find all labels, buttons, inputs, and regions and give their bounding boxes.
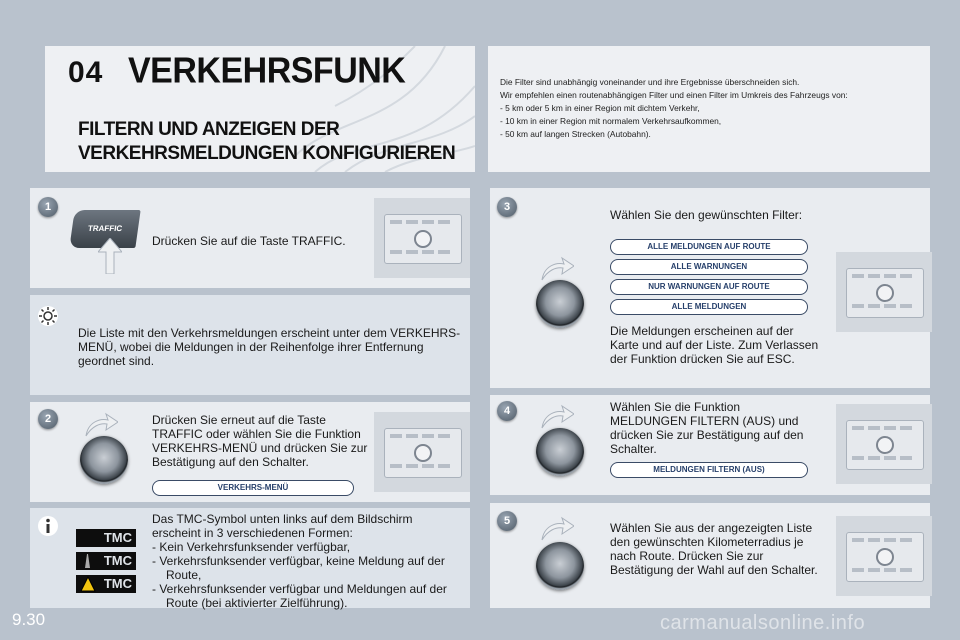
step4-badge: 4 (497, 401, 517, 421)
step5-badge: 5 (497, 511, 517, 531)
radio-unit-image (836, 404, 932, 484)
intro-line1: Die Filter sind unabhängig voneinander und ihre Ergebnisse überschneiden sich. (500, 77, 800, 87)
rotate-arrow-icon (84, 412, 118, 438)
radio-buttons (852, 568, 916, 572)
rotate-arrow-icon (540, 256, 574, 282)
step3-badge: 3 (497, 197, 517, 217)
radio-knob (414, 444, 432, 462)
filter-option-warnings-route[interactable]: NUR WARNUNGEN AUF ROUTE (610, 279, 808, 295)
info-intro: Das TMC-Symbol unten links auf dem Bildschirm erscheint in 3 verschiedenen Formen: (152, 512, 413, 540)
radio-buttons (852, 274, 916, 278)
radio-knob (876, 436, 894, 454)
sun-tip-icon (36, 304, 60, 328)
radio-unit-image (836, 252, 932, 332)
step2-badge: 2 (38, 409, 58, 429)
radio-unit-image (374, 412, 470, 492)
press-arrow-icon (98, 238, 122, 274)
step1-text: Drücken Sie auf die Taste TRAFFIC. (152, 234, 346, 248)
intro-item: - 10 km in einer Region mit normalem Verkehrsaufkommen, (500, 115, 920, 128)
filter-option-all-warnings[interactable]: ALLE WARNUNGEN (610, 259, 808, 275)
intro-text (500, 76, 920, 141)
step2-text: Drücken Sie erneut auf die Taste TRAFFIC oder wählen Sie die Funktion VERKEHRS-MENÜ und drücken Sie zur Bestätigung auf den Schalter. (152, 413, 368, 469)
info-item: - Verkehrsfunksender verfügbar und Meldungen auf der Route (bei aktivierter Zielführung). (152, 582, 462, 610)
info-text (152, 512, 462, 610)
control-dial[interactable] (80, 436, 128, 484)
step1-badge: 1 (38, 197, 58, 217)
radio-unit-image (374, 198, 470, 278)
warning-triangle-icon (80, 576, 96, 592)
chapter-number: 04 (68, 56, 104, 89)
radio-buttons (390, 220, 454, 224)
watermark: carmanualsonline.info (660, 612, 866, 634)
radio-buttons (390, 464, 454, 468)
traffic-button[interactable]: TRAFFIC (69, 210, 140, 248)
rotate-arrow-icon (540, 404, 574, 430)
radio-knob (414, 230, 432, 248)
tmc-symbol-none: TMC (76, 529, 136, 547)
tmc-symbol-available (76, 552, 136, 570)
page-number: 9.30 (12, 610, 46, 629)
control-dial[interactable] (536, 542, 584, 590)
radio-knob (876, 284, 894, 302)
radio-buttons (852, 456, 916, 460)
radio-buttons (390, 434, 454, 438)
intro-item: - 5 km oder 5 km in einer Region mit dichtem Verkehr, (500, 102, 920, 115)
info-item: - Kein Verkehrsfunksender verfügbar, (152, 540, 462, 554)
radio-buttons (852, 538, 916, 542)
tmc-label: TMC (103, 576, 132, 591)
road-icon (80, 554, 94, 568)
radio-buttons (852, 304, 916, 308)
tip-text: Die Liste mit den Verkehrsmeldungen erscheint unter dem VERKEHRS-MENÜ, wobei die Meldungen in der Reihenfolge ihrer Entfernung geordnet sind. (78, 326, 461, 368)
info-list (152, 540, 462, 610)
tmc-label: TMC (103, 553, 132, 568)
radio-buttons (852, 426, 916, 430)
filter-option-all-route[interactable]: ALLE MELDUNGEN AUF ROUTE (610, 239, 808, 255)
tmc-symbol-messages (76, 575, 136, 593)
filter-option-all-messages[interactable]: ALLE MELDUNGEN (610, 299, 808, 315)
intro-list (500, 102, 920, 141)
section-title (78, 118, 455, 166)
info-item: - Verkehrsfunksender verfügbar, keine Meldung auf der Route, (152, 554, 462, 582)
step3-text: Wählen Sie den gewünschten Filter: (610, 208, 803, 222)
intro-item: - 50 km auf langen Strecken (Autobahn). (500, 128, 920, 141)
filter-off-option[interactable]: MELDUNGEN FILTERN (AUS) (610, 462, 808, 478)
chapter-title: VERKEHRSFUNK (128, 51, 406, 91)
step5-text: Wählen Sie aus der angezeigten Liste den gewünschten Kilometerradius je nach Route. Drücken Sie zur Bestätigung der Wahl auf den Schalter. (610, 521, 818, 577)
rotate-arrow-icon (540, 516, 574, 542)
control-dial[interactable] (536, 428, 584, 476)
info-icon (36, 514, 60, 538)
control-dial[interactable] (536, 280, 584, 328)
step4-text: Wählen Sie die Funktion MELDUNGEN FILTERN (AUS) und drücken Sie zur Bestätigung auf den Schalter. (610, 400, 804, 456)
radio-buttons (390, 250, 454, 254)
verkehrs-menu-option[interactable]: VERKEHRS-MENÜ (152, 480, 354, 496)
intro-line2: Wir empfehlen einen routenabhängigen Filter und einen Filter im Umkreis des Fahrzeugs von: (500, 90, 848, 100)
section-title-line2: VERKEHRSMELDUNGEN KONFIGURIEREN (78, 143, 456, 164)
radio-knob (876, 548, 894, 566)
radio-unit-image (836, 516, 932, 596)
step3-after-text: Die Meldungen erscheinen auf der Karte und auf der Liste. Zum Verlassen der Funktion drücken Sie auf ESC. (610, 324, 819, 366)
section-title-line1: FILTERN UND ANZEIGEN DER (78, 119, 340, 140)
